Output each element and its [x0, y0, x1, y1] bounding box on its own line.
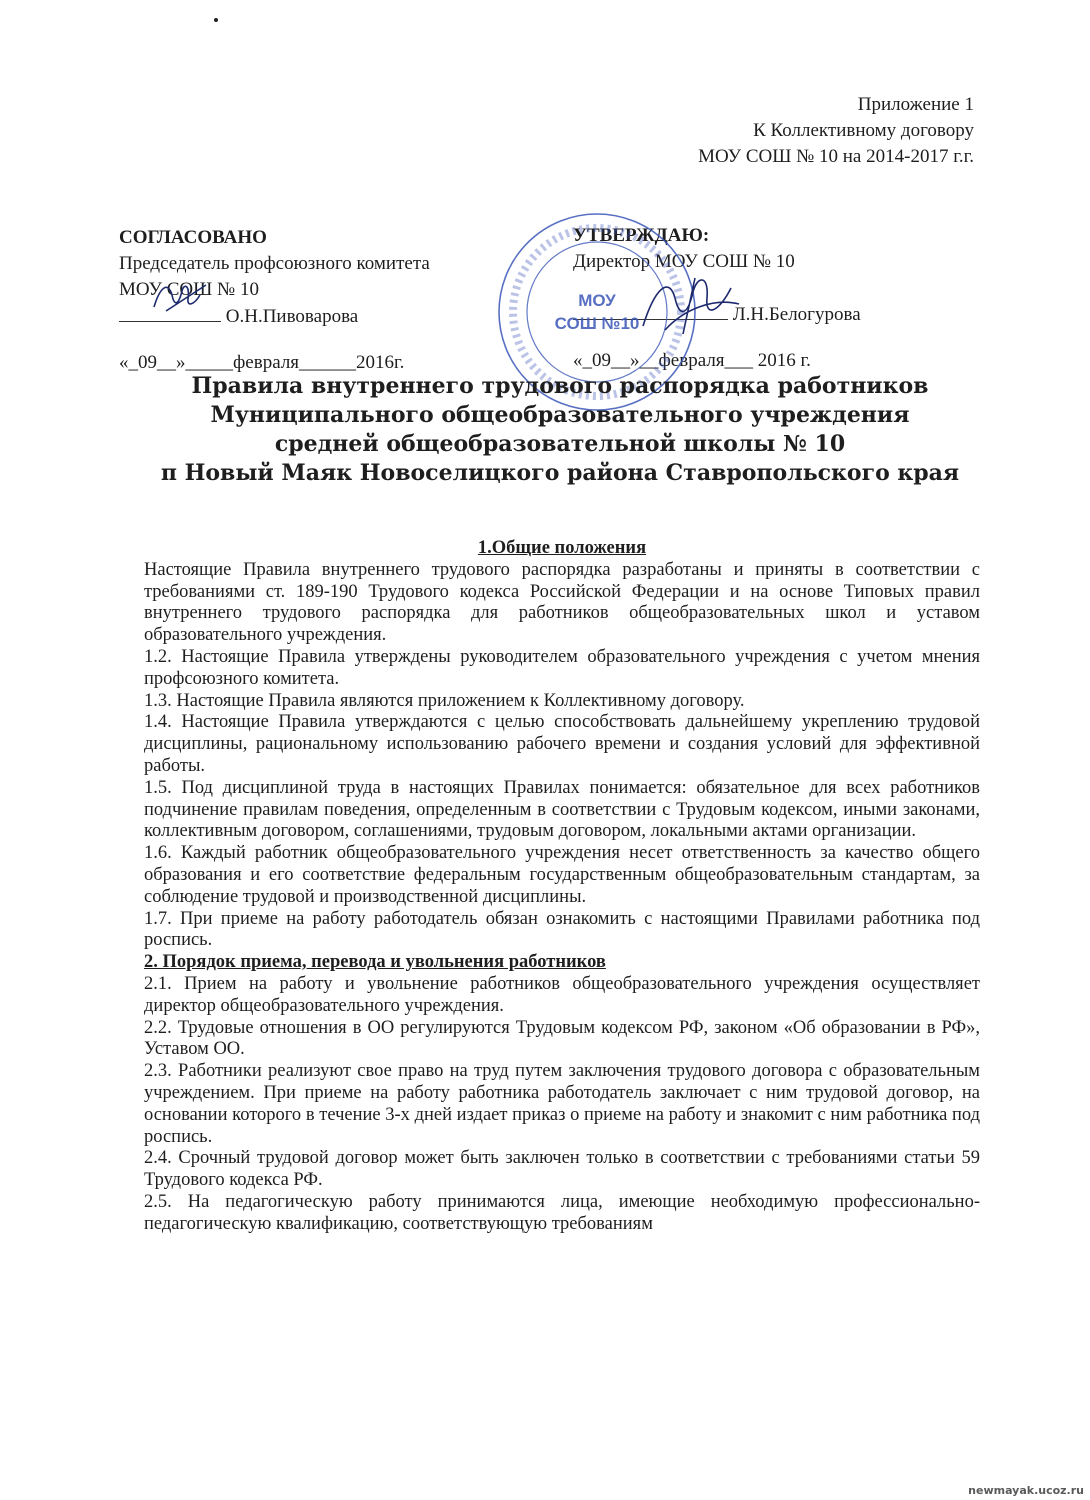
approve-name: Л.Н.Белогурова: [732, 304, 861, 325]
signature-scribble-right: [635, 268, 745, 338]
document-body: [144, 538, 980, 1236]
stamp-center-line-2: СОШ №10: [554, 314, 640, 333]
agreed-org: МОУ СОШ № 10: [119, 279, 259, 300]
approve-heading: УТВЕРЖДАЮ:: [573, 225, 710, 246]
paragraph-2-1: 2.1. Прием на работу и увольнение работников общеобразовательного учреждения осуществляет директор общеобразовательного учреждения.: [144, 973, 980, 1016]
paragraph-1-1: Настоящие Правила внутреннего трудового распорядка разработаны и приняты в соответствии с требованиями ст. 189-190 Трудового кодекса Российской Федерации и на основе Типовых правил внутреннего трудового распорядка для работников общеобразовательных школ и уставом образовательного учреждения.: [144, 559, 980, 646]
paragraph-1-3: 1.3. Настоящие Правила являются приложением к Коллективному договору.: [144, 690, 745, 711]
appendix-note: [698, 92, 974, 170]
paragraph-1-2: 1.2. Настоящие Правила утверждены руководителем образовательного учреждения с учетом мнения профсоюзного комитета.: [144, 646, 980, 689]
paragraph-1-5: 1.5. Под дисциплиной труда в настоящих Правилах понимается: обязательное для всех работников подчинение правилам поведения, определенным в соответствии с Трудовым кодексом, иными законами, коллективным договором, соглашениями, трудовым договором, локальными актами организации.: [144, 777, 980, 842]
paragraph-1-4: 1.4. Настоящие Правила утверждаются с целью способствовать дальнейшему укреплению трудовой дисциплины, рациональному использованию рабочего времени и создания условий для эффективной работы.: [144, 712, 980, 776]
agreed-heading: СОГЛАСОВАНО: [119, 227, 267, 248]
title-line-3: средней общеобразовательной школы № 10: [274, 431, 846, 457]
paragraph-1-6: 1.6. Каждый работник общеобразовательного учреждения несет ответственность за качество общего образования и его соответствие федеральным государственным общеобразовательным стандартам, за соблюдение трудовой и производственной дисциплины.: [144, 843, 980, 907]
paragraph-2-5: 2.5. На педагогическую работу принимаются лица, имеющие необходимую профессионально-педагогическую квалификацию, соответствующую требованиям: [144, 1191, 980, 1234]
paragraph-1-7: 1.7. При приеме на работу работодатель обязан ознакомить с настоящими Правилами работника под роспись.: [144, 908, 980, 951]
title-line-2: Муниципального общеобразовательного учреждения: [210, 402, 910, 428]
appendix-line-2: К Коллективному договору: [753, 120, 974, 141]
agreed-date: «_09__»_____февраля______2016г.: [119, 352, 405, 373]
signature-scribble-left: [148, 277, 212, 317]
scan-speck: [214, 18, 218, 22]
title-line-4: п Новый Маяк Новоселицкого района Ставропольского края: [160, 460, 960, 486]
appendix-line-3: МОУ СОШ № 10 на 2014-2017 г.г.: [698, 146, 974, 167]
site-watermark: newmayak.ucoz.ru: [968, 1484, 1084, 1497]
section-1-heading: 1.Общие положения: [477, 538, 647, 558]
approve-position: Директор МОУ СОШ № 10: [573, 251, 795, 272]
section-2-heading: 2. Порядок приема, перевода и увольнения работников: [144, 952, 606, 973]
document-title: [100, 372, 1020, 488]
paragraph-2-2: 2.2. Трудовые отношения в ОО регулируются Трудовым кодексом РФ, законом «Об образовании в РФ», Уставом ОО.: [144, 1017, 980, 1060]
paragraph-2-4: 2.4. Срочный трудовой договор может быть заключен только в соответствии с требованиями статьи 59 Трудового кодекса РФ.: [144, 1148, 980, 1191]
title-line-1: Правила внутреннего трудового распорядка работников: [191, 373, 929, 399]
stamp-center-line-1: МОУ: [578, 291, 616, 310]
paragraph-2-3: 2.3. Работники реализуют свое право на труд путем заключения трудового договора с образовательным учреждением. При приеме на работу работника работодатель заключает с ним трудовой договор, на основании которого в течение 3-х дней издает приказ о приеме на работу и знакомит с ним работника под роспись.: [144, 1061, 980, 1147]
approve-date: «_09__»__февраля___ 2016 г.: [573, 350, 811, 371]
agreed-name: О.Н.Пивоварова: [225, 306, 359, 327]
agreed-position: Председатель профсоюзного комитета: [119, 253, 430, 274]
appendix-line-1: Приложение 1: [857, 94, 974, 115]
